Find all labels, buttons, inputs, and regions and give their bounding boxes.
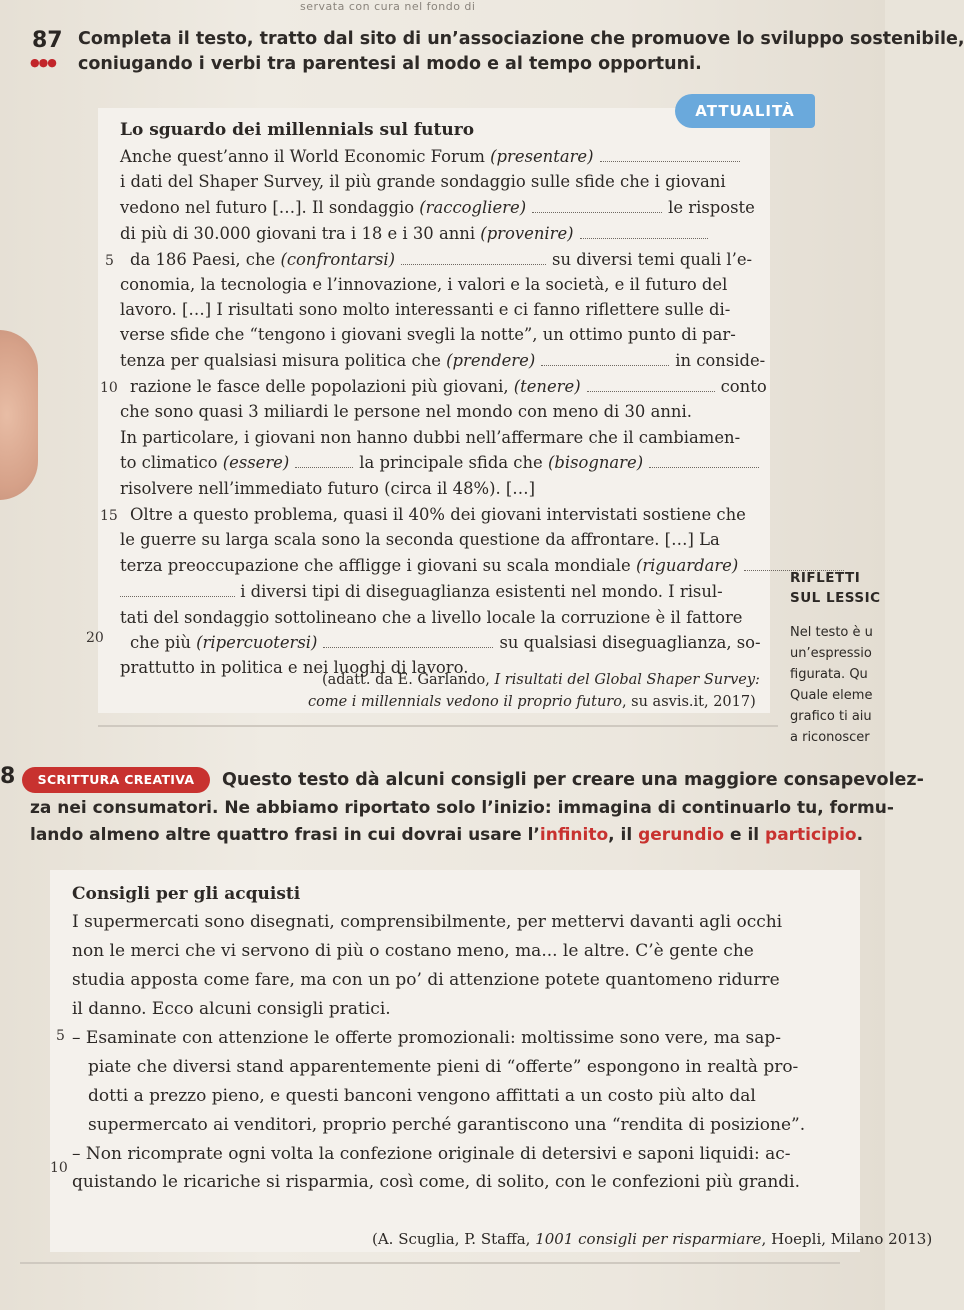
- text-line: il danno. Ecco alcuni consigli pratici.: [72, 999, 391, 1019]
- source-citation-2: [308, 694, 756, 710]
- divider: [98, 725, 778, 727]
- text-line: In particolare, i giovani non hanno dubbi nell’affermare che il cambiamen-: [120, 428, 741, 447]
- verb-hint: (tenere): [513, 377, 581, 396]
- sidebar-line: a riconoscer: [790, 730, 870, 745]
- sidebar-line: Nel testo è u: [790, 625, 873, 640]
- keyword-participio: participio: [765, 825, 857, 845]
- text-line: to climatico (essere) la principale sfida che (bisognare): [120, 453, 759, 472]
- text-line: risolvere nell’immediato futuro (circa il 48%). […]: [120, 479, 536, 498]
- keyword-infinito: infinito: [539, 825, 609, 845]
- text-title: Lo sguardo dei millennials sul futuro: [120, 120, 475, 140]
- line-number: 20: [86, 630, 104, 646]
- fill-blank[interactable]: [600, 160, 740, 162]
- text-line: che più (ripercuotersi) su qualsiasi diseguaglianza, so-: [130, 633, 761, 652]
- text-line: – Esaminate con attenzione le offerte promozionali: moltissime sono vere, ma sap-: [72, 1028, 781, 1048]
- topic-tag: ATTUALITÀ: [675, 94, 815, 128]
- source-prefix: (adatt. da E. Garlando,: [322, 672, 495, 688]
- text-line: tati del sondaggio sottolineano che a livello locale la corruzione è il fattore: [120, 608, 743, 627]
- line-number: 10: [50, 1160, 68, 1176]
- sidebar-line: figurata. Qu: [790, 667, 868, 682]
- source-title-2: come i millennials vedono il proprio futuro: [308, 694, 622, 710]
- verb-hint: (prendere): [446, 351, 536, 370]
- text-title-2: Consigli per gli acquisti: [72, 884, 301, 904]
- exercise2-instruction-2: za nei consumatori. Ne abbiamo riportato solo l’inizio: immagina di continuarlo tu, formu-: [30, 798, 894, 818]
- sidebar-box: [790, 570, 881, 606]
- line-number: 15: [100, 508, 118, 524]
- source-citation-3: [372, 1230, 932, 1248]
- fill-blank[interactable]: [120, 595, 235, 597]
- text-line: supermercato ai venditori, proprio perché garantiscono una “rendita di posizione”.: [88, 1115, 806, 1135]
- text-line: I supermercati sono disegnati, comprensibilmente, per mettervi davanti agli occhi: [72, 912, 783, 932]
- text-line: piate che diversi stand apparentemente pieni di “offerte” espongono in realtà pro-: [88, 1057, 799, 1077]
- fill-blank[interactable]: [587, 390, 715, 392]
- verb-hint: (bisognare): [547, 453, 644, 472]
- verb-hint: (essere): [222, 453, 290, 472]
- instr-sep: , il: [608, 825, 639, 845]
- text-line: studia apposta come fare, ma con un po’ di attenzione potete quantomeno ridurre: [72, 970, 780, 990]
- verb-hint: (confrontarsi): [280, 250, 396, 269]
- source-suffix-2: , Hoepli, Milano 2013): [761, 1230, 933, 1248]
- instr-end: .: [856, 825, 864, 845]
- header-fragment: servata con cura nel fondo di: [300, 0, 476, 13]
- keyword-gerundio: gerundio: [638, 825, 725, 845]
- text-line: da 186 Paesi, che (confrontarsi) su diversi temi quali l’e-: [130, 250, 753, 269]
- text-line: lavoro. […] I risultati sono molto interessanti e ci fanno riflettere sulle di-: [120, 300, 731, 319]
- text-line: razione le fasce delle popolazioni più giovani, (tenere) conto: [130, 377, 767, 396]
- sidebar-text: [790, 622, 873, 748]
- exercise2-instruction-3: [30, 823, 863, 848]
- exercise-instruction-2: coniugando i verbi tra parentesi al modo e al tempo opportuni.: [78, 54, 702, 74]
- verb-hint: (presentare): [490, 147, 594, 166]
- sidebar-line: grafico ti aiu: [790, 709, 872, 724]
- source-citation-1: [322, 672, 760, 688]
- verb-hint: (ripercuotersi): [196, 633, 318, 652]
- fill-blank[interactable]: [649, 466, 759, 468]
- text-line: – Non ricomprate ogni volta la confezione originale di detersivi e saponi liquidi: ac-: [72, 1144, 791, 1164]
- text-line: vedono nel futuro […]. Il sondaggio (raccogliere) le risposte: [120, 198, 755, 217]
- exercise2-instruction-1: Questo testo dà alcuni consigli per creare una maggiore consapevolez-: [222, 770, 924, 790]
- line-number: 5: [105, 253, 114, 269]
- text-line: i diversi tipi di diseguaglianza esistenti nel mondo. I risul-: [120, 582, 723, 601]
- sidebar-line: un’espressio: [790, 646, 872, 661]
- source-title: I risultati del Global Shaper Survey:: [494, 672, 760, 688]
- fill-blank[interactable]: [580, 237, 708, 239]
- fill-blank[interactable]: [532, 211, 662, 213]
- instr-text: lando almeno altre quattro frasi in cui dovrai usare l’: [30, 825, 540, 845]
- text-line: che sono quasi 3 miliardi le persone nel mondo con meno di 30 anni.: [120, 402, 692, 421]
- difficulty-dots: ●●●: [30, 56, 56, 69]
- creative-writing-badge: SCRITTURA CREATIVA: [22, 767, 210, 793]
- finger-shadow: [0, 330, 38, 500]
- text-line: Oltre a questo problema, quasi il 40% dei giovani intervistati sostiene che: [130, 505, 746, 524]
- fill-blank[interactable]: [323, 646, 493, 648]
- text-line: Anche quest’anno il World Economic Forum (presentare): [120, 147, 746, 166]
- line-number: 5: [56, 1028, 65, 1044]
- text-line: dotti a prezzo pieno, e questi banconi vengono affittati a un costo più alto dal: [88, 1086, 756, 1106]
- text-line: prattutto in politica e nei luoghi di lavoro.: [120, 658, 469, 677]
- text-line: verse sfide che “tengono i giovani svegli la notte”, un ottimo punto di par-: [120, 325, 736, 344]
- exercise-number-2: 8: [0, 764, 16, 789]
- exercise-number: 87: [32, 28, 63, 53]
- text-line: tenza per qualsiasi misura politica che (prendere) in conside-: [120, 351, 766, 370]
- sidebar-heading-1: RIFLETTI: [790, 570, 861, 586]
- sidebar-line: Quale eleme: [790, 688, 873, 703]
- line-number: 10: [100, 380, 118, 396]
- divider: [20, 1262, 840, 1264]
- verb-hint: (raccogliere): [419, 198, 527, 217]
- fill-blank[interactable]: [295, 466, 353, 468]
- text-line: quistando le ricariche si risparmia, così come, di solito, con le confezioni più grandi.: [72, 1172, 801, 1192]
- text-line: le guerre su larga scala sono la seconda questione da affrontare. […] La: [120, 530, 720, 549]
- source-suffix: , su asvis.it, 2017): [621, 694, 756, 710]
- verb-hint: (provenire): [480, 224, 574, 243]
- fill-blank[interactable]: [541, 364, 669, 366]
- text-line: i dati del Shaper Survey, il più grande sondaggio sulle sfide che i giovani: [120, 172, 726, 191]
- source-title-3: 1001 consigli per risparmiare: [535, 1230, 762, 1248]
- fill-blank[interactable]: [401, 263, 546, 265]
- instr-sep: e il: [724, 825, 766, 845]
- verb-hint: (riguardare): [635, 556, 739, 575]
- text-line: terza preoccupazione che affligge i giovani su scala mondiale (riguardare): [120, 556, 850, 575]
- sidebar-heading-2: SUL LESSIC: [790, 590, 881, 606]
- source-prefix-2: (A. Scuglia, P. Staffa,: [372, 1230, 536, 1248]
- text-line: conomia, la tecnologia e l’innovazione, i valori e la società, e il futuro del: [120, 275, 728, 294]
- text-line: di più di 30.000 giovani tra i 18 e i 30 anni (provenire): [120, 224, 714, 243]
- text-line: non le merci che vi servono di più o costano meno, ma... le altre. C’è gente che: [72, 941, 754, 961]
- exercise-instruction-1: Completa il testo, tratto dal sito di un’associazione che promuove lo sviluppo sostenibile,: [78, 29, 964, 49]
